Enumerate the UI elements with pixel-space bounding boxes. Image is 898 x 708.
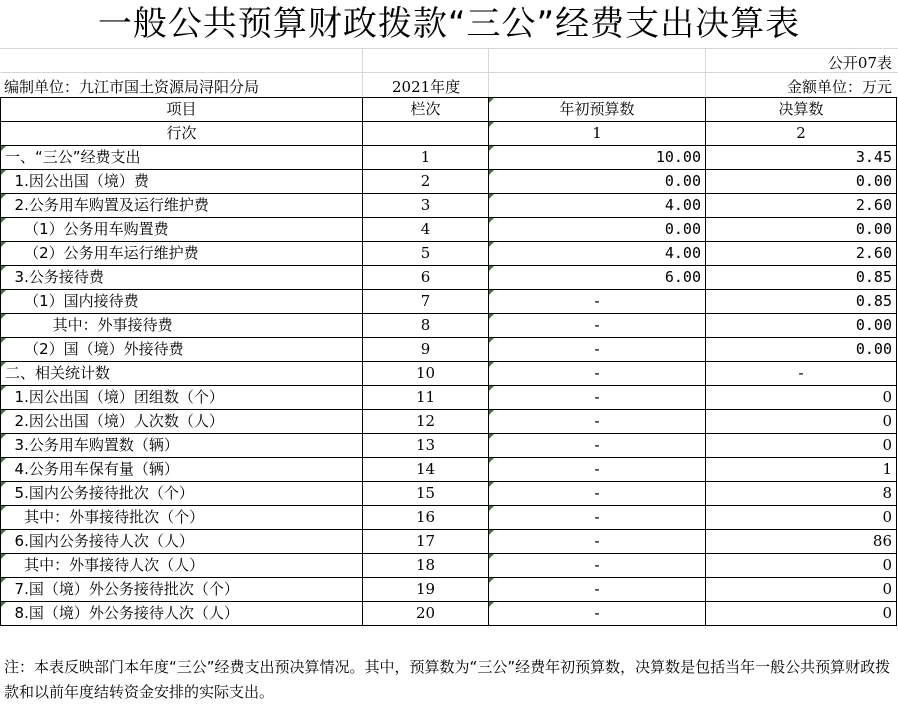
row-final-value: 3.45 [706, 146, 897, 170]
form-code-row [0, 50, 898, 72]
table-row [1, 194, 897, 218]
row-column-number: 13 [363, 434, 489, 458]
table-row [1, 338, 897, 362]
row-final-value: - [706, 362, 897, 386]
row-column-number: 16 [363, 506, 489, 530]
footnote: 注：本表反映部门本年度“三公”经费支出预决算情况。其中，预算数为“三公”经费年初预算数，决算数是包括当年一般公共预算财政拨款和以前年度结转资金安排的实际支出。 [4, 658, 891, 701]
table-row [1, 554, 897, 578]
year-label: 2021年度 [392, 78, 461, 96]
table-index-row [1, 122, 897, 146]
row-budget-value: - [489, 482, 706, 506]
table-row [1, 362, 897, 386]
row-column-number: 9 [363, 338, 489, 362]
row-item-label: 6.国内公务接待人次（人） [1, 530, 363, 554]
row-budget-value: 6.00 [489, 266, 706, 290]
table-row [1, 410, 897, 434]
table-row [1, 578, 897, 602]
row-final-value: 0.85 [706, 290, 897, 314]
index-item: 行次 [1, 122, 363, 146]
row-item-label: （2）国（境）外接待费 [1, 338, 363, 362]
header-final: 决算数 [706, 98, 897, 122]
row-column-number: 18 [363, 554, 489, 578]
row-final-value: 0 [706, 554, 897, 578]
row-item-label: 二、相关统计数 [1, 362, 363, 386]
table-row [1, 170, 897, 194]
row-budget-value: - [489, 362, 706, 386]
row-item-label: 2.因公出国（境）人次数（人） [1, 410, 363, 434]
table-row [1, 314, 897, 338]
row-final-value: 0 [706, 386, 897, 410]
table-header-row [1, 98, 897, 122]
row-column-number: 1 [363, 146, 489, 170]
row-final-value: 0 [706, 434, 897, 458]
row-column-number: 2 [363, 170, 489, 194]
page-title: 一般公共预算财政拨款“三公”经费支出决算表 [97, 4, 801, 44]
row-budget-value: - [489, 578, 706, 602]
table-row [1, 266, 897, 290]
row-column-number: 20 [363, 602, 489, 626]
index-budget: 1 [489, 122, 706, 146]
row-budget-value: - [489, 410, 706, 434]
row-budget-value: - [489, 554, 706, 578]
gridline [0, 48, 898, 49]
row-column-number: 17 [363, 530, 489, 554]
row-final-value: 0.00 [706, 338, 897, 362]
header-budget: 年初预算数 [489, 98, 706, 122]
table-row [1, 290, 897, 314]
row-budget-value: 10.00 [489, 146, 706, 170]
row-budget-value: - [489, 314, 706, 338]
row-column-number: 15 [363, 482, 489, 506]
row-budget-value: - [489, 434, 706, 458]
row-item-label: 7.国（境）外公务接待批次（个） [1, 578, 363, 602]
header-col: 栏次 [363, 98, 489, 122]
row-item-label: 8.国（境）外公务接待人次（人） [1, 602, 363, 626]
row-column-number: 5 [363, 242, 489, 266]
row-final-value: 0 [706, 578, 897, 602]
row-budget-value: - [489, 602, 706, 626]
row-budget-value: 4.00 [489, 194, 706, 218]
row-item-label: （2）公务用车运行维护费 [1, 242, 363, 266]
table-row [1, 482, 897, 506]
row-item-label: 2.公务用车购置及运行维护费 [1, 194, 363, 218]
row-budget-value: - [489, 386, 706, 410]
row-column-number: 6 [363, 266, 489, 290]
row-item-label: （1）国内接待费 [1, 290, 363, 314]
row-column-number: 4 [363, 218, 489, 242]
row-final-value: 0 [706, 410, 897, 434]
row-final-value: 2.60 [706, 194, 897, 218]
row-budget-value: - [489, 338, 706, 362]
row-final-value: 0.00 [706, 314, 897, 338]
row-final-value: 2.60 [706, 242, 897, 266]
row-budget-value: - [489, 458, 706, 482]
table-row [1, 602, 897, 626]
row-item-label: 3.公务用车购置数（辆） [1, 434, 363, 458]
table-row [1, 386, 897, 410]
row-item-label: 其中：外事接待批次（个） [1, 506, 363, 530]
row-budget-value: 4.00 [489, 242, 706, 266]
row-final-value: 0.85 [706, 266, 897, 290]
row-column-number: 11 [363, 386, 489, 410]
index-col [363, 122, 489, 146]
row-final-value: 0 [706, 602, 897, 626]
row-column-number: 7 [363, 290, 489, 314]
table-row [1, 218, 897, 242]
row-budget-value: - [489, 530, 706, 554]
info-row [0, 74, 898, 97]
row-budget-value: - [489, 506, 706, 530]
row-item-label: 1.因公出国（境）团组数（个） [1, 386, 363, 410]
table-row [1, 242, 897, 266]
row-column-number: 8 [363, 314, 489, 338]
row-column-number: 10 [363, 362, 489, 386]
gridline [0, 72, 898, 73]
table-row [1, 434, 897, 458]
table-row [1, 530, 897, 554]
row-final-value: 8 [706, 482, 897, 506]
row-column-number: 14 [363, 458, 489, 482]
row-item-label: 4.公务用车保有量（辆） [1, 458, 363, 482]
table-row [1, 458, 897, 482]
expenditure-table [0, 97, 897, 626]
header-item: 项目 [1, 98, 363, 122]
row-column-number: 3 [363, 194, 489, 218]
row-item-label: 1.因公出国（境）费 [1, 170, 363, 194]
row-column-number: 19 [363, 578, 489, 602]
form-code: 公开07表 [827, 54, 892, 72]
row-budget-value: 0.00 [489, 218, 706, 242]
row-final-value: 0 [706, 506, 897, 530]
row-item-label: （1）公务用车购置费 [1, 218, 363, 242]
table-row [1, 506, 897, 530]
row-item-label: 一、“三公”经费支出 [1, 146, 363, 170]
table-row [1, 146, 897, 170]
row-budget-value: 0.00 [489, 170, 706, 194]
row-column-number: 12 [363, 410, 489, 434]
row-final-value: 1 [706, 458, 897, 482]
currency-label: 金额单位：万元 [786, 78, 892, 96]
row-final-value: 0.00 [706, 170, 897, 194]
row-budget-value: - [489, 290, 706, 314]
unit-label: 编制单位：九江市国土资源局浔阳分局 [4, 78, 260, 96]
row-final-value: 86 [706, 530, 897, 554]
row-final-value: 0.00 [706, 218, 897, 242]
row-item-label: 其中：外事接待费 [1, 314, 363, 338]
index-final: 2 [706, 122, 897, 146]
row-item-label: 5.国内公务接待批次（个） [1, 482, 363, 506]
row-item-label: 3.公务接待费 [1, 266, 363, 290]
row-item-label: 其中：外事接待人次（人） [1, 554, 363, 578]
